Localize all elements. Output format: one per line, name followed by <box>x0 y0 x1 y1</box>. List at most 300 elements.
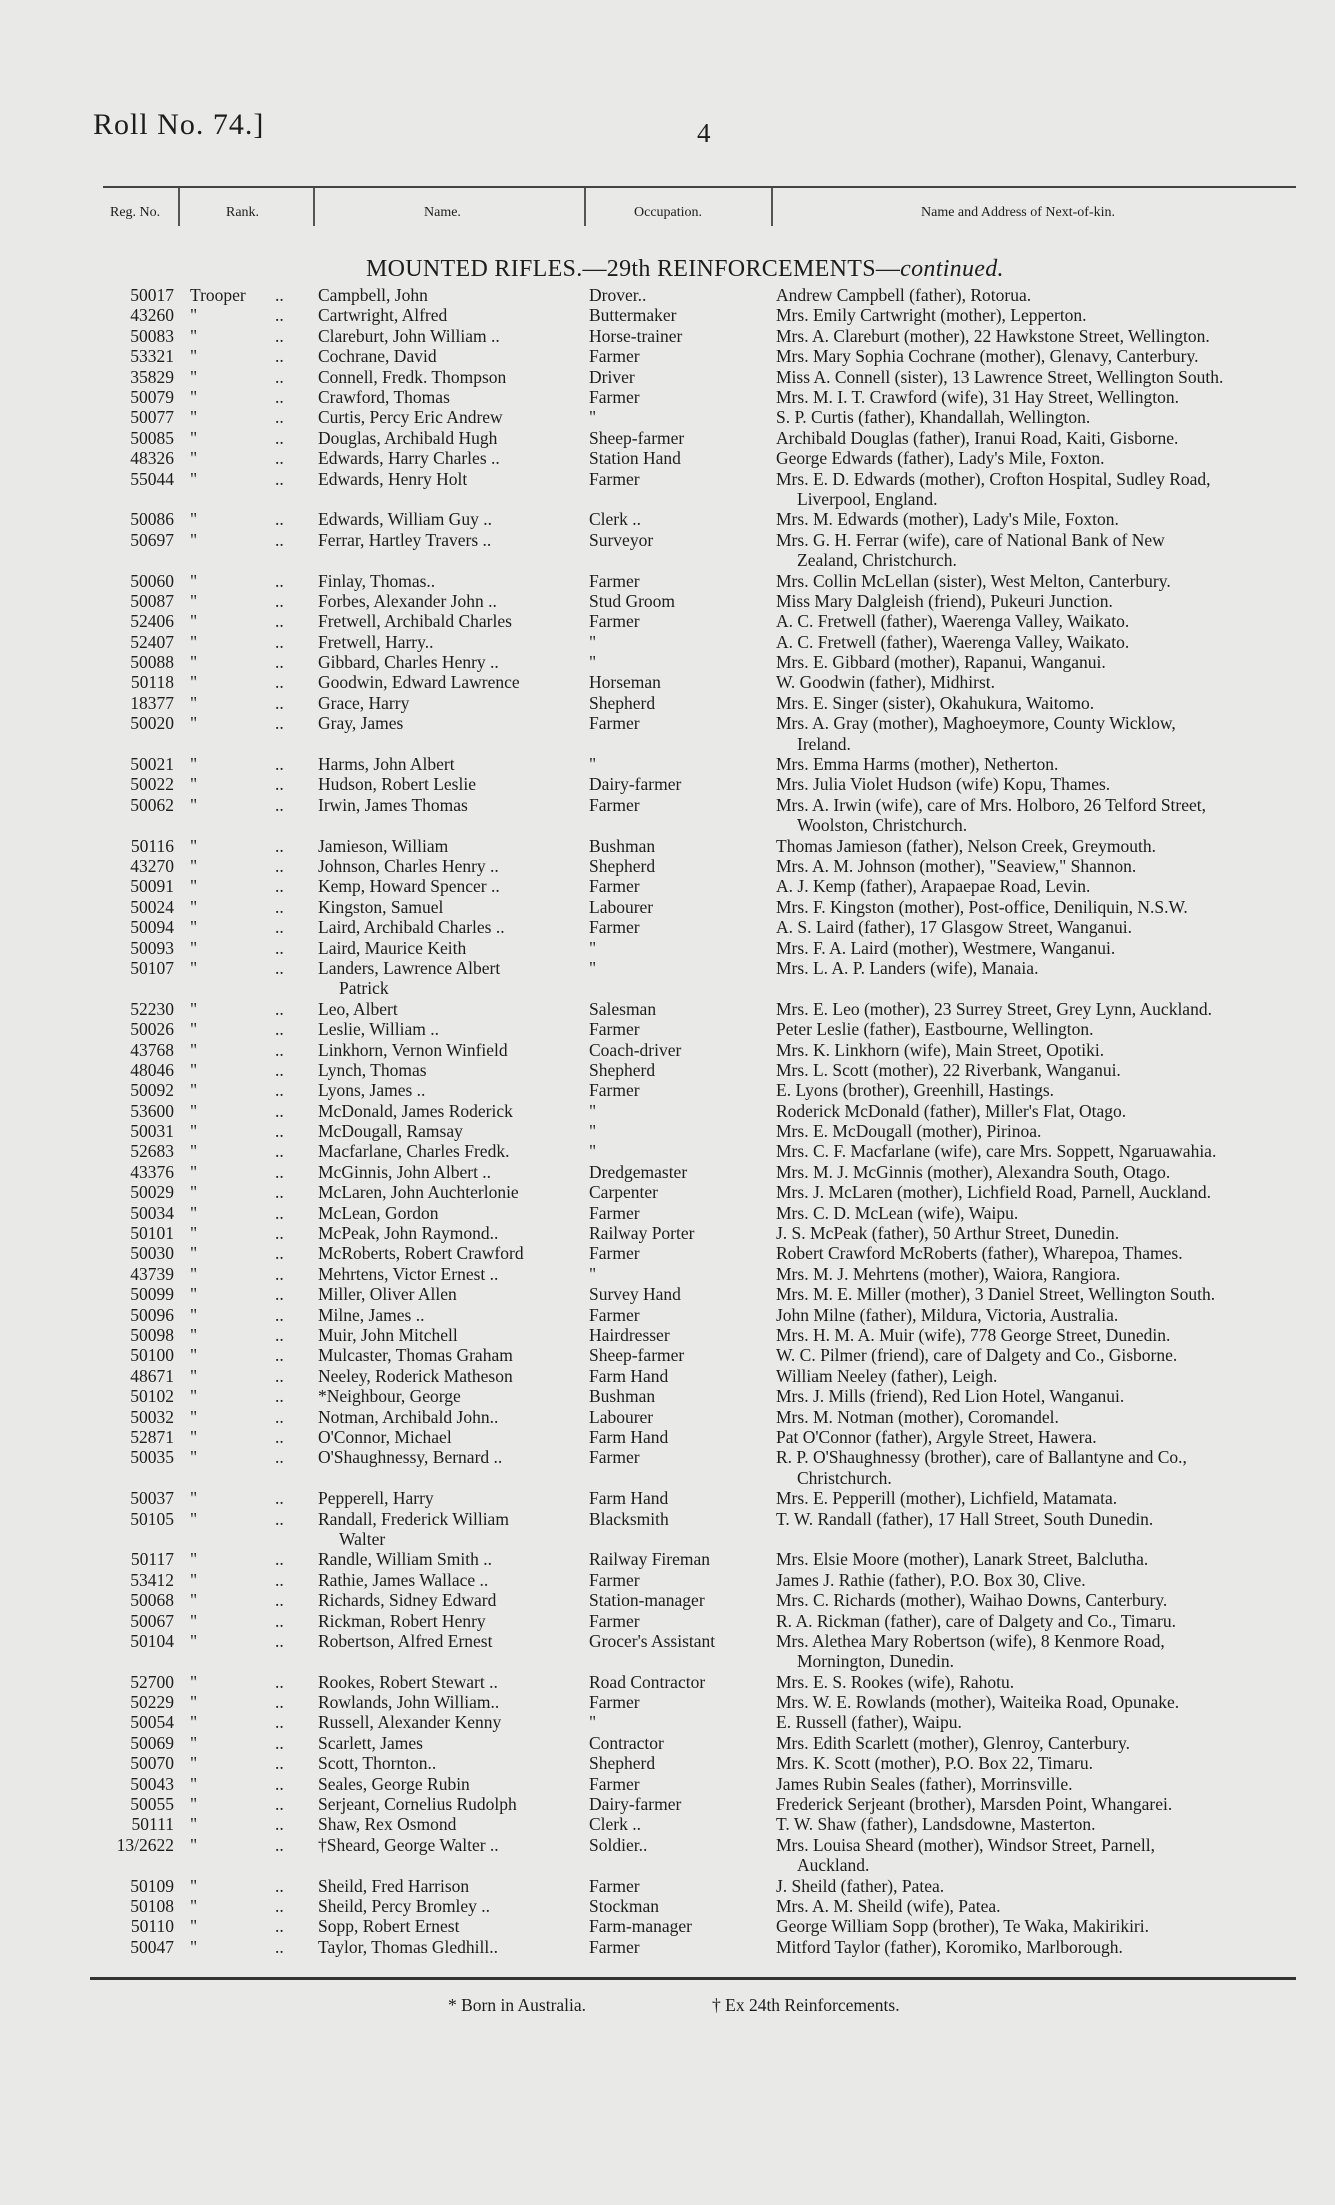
table-row <box>0 509 1335 529</box>
table-row <box>0 1182 1335 1202</box>
table-row <box>0 774 1335 794</box>
occupation: Farmer <box>589 570 640 591</box>
table-row <box>0 1040 1335 1060</box>
soldier-name: Landers, Lawrence Albert Patrick <box>318 957 501 999</box>
reg-number: 50070 <box>130 1753 174 1774</box>
table-row <box>0 917 1335 937</box>
next-of-kin: Mrs. A. M. Johnson (mother), "Seaview," Shannon. <box>776 856 1137 876</box>
column-separator <box>771 188 773 226</box>
table-row <box>0 1447 1335 1488</box>
table-row <box>0 1937 1335 1957</box>
rank: " <box>190 957 198 978</box>
soldier-name: Edwards, Harry Charles .. <box>318 448 500 469</box>
rank: " <box>190 998 198 1019</box>
rank: " <box>190 448 198 469</box>
reg-number: 43260 <box>130 305 174 326</box>
occupation: Farmer <box>589 1692 640 1713</box>
table-row <box>0 591 1335 611</box>
column-separator <box>313 188 315 226</box>
rank: " <box>190 1549 198 1570</box>
next-of-kin: John Milne (father), Mildura, Victoria, Australia. <box>776 1304 1119 1325</box>
rank: " <box>190 1039 198 1060</box>
reg-number: 50116 <box>130 835 174 856</box>
leader-dots: .. <box>275 1671 284 1692</box>
leader-dots: .. <box>275 1345 284 1366</box>
table-row <box>0 1509 1335 1550</box>
rank: " <box>190 876 198 897</box>
next-of-kin: Mrs. C. D. McLean (wife), Waipu. <box>776 1202 1019 1223</box>
next-of-kin: A. J. Kemp (father), Arapaepae Road, Levin. <box>776 876 1091 897</box>
leader-dots: .. <box>275 631 284 652</box>
rank: " <box>190 1325 198 1345</box>
next-of-kin: Mrs. G. H. Ferrar (wife), care of National Bank of New Zealand, Christchurch. <box>776 530 1321 571</box>
next-of-kin: Frederick Serjeant (brother), Marsden Point, Whangarei. <box>776 1794 1173 1815</box>
next-of-kin: George Edwards (father), Lady's Mile, Foxton. <box>776 448 1105 469</box>
soldier-name: Randall, Frederick William Walter <box>318 1508 509 1549</box>
table-row <box>0 469 1335 510</box>
next-of-kin: Mrs. L. Scott (mother), 22 Riverbank, Wanganui. <box>776 1059 1121 1080</box>
reg-number: 50092 <box>130 1080 174 1101</box>
rank: " <box>190 692 198 713</box>
leader-dots: .. <box>275 1141 284 1162</box>
reg-number: 50031 <box>130 1121 174 1142</box>
col-head-reg: Reg. No. <box>110 205 161 220</box>
rank: " <box>190 427 198 448</box>
leader-dots: .. <box>275 1569 284 1590</box>
leader-dots: .. <box>275 1692 284 1713</box>
leader-dots: .. <box>275 570 284 591</box>
table-row <box>0 571 1335 591</box>
soldier-name: Gray, James <box>318 713 404 734</box>
next-of-kin: Mrs. E. McDougall (mother), Pirinoa. <box>776 1121 1042 1142</box>
next-of-kin: J. Sheild (father), Patea. <box>776 1875 945 1896</box>
next-of-kin-continued: Auckland. <box>797 1855 870 1876</box>
table-row <box>0 1733 1335 1753</box>
soldier-name-continued: Walter <box>339 1528 386 1549</box>
next-of-kin: Mrs. M. Notman (mother), Coromandel. <box>776 1406 1059 1427</box>
leader-dots: .. <box>275 407 284 428</box>
reg-number: 52700 <box>130 1671 174 1692</box>
soldier-name: Edwards, William Guy .. <box>318 509 492 530</box>
rank: " <box>190 366 198 387</box>
next-of-kin: Mrs. E. Singer (sister), Okahukura, Waitomo. <box>776 692 1095 713</box>
table-row <box>0 713 1335 754</box>
rank: " <box>190 1447 198 1468</box>
rank: " <box>190 1794 198 1815</box>
rank: " <box>190 346 198 367</box>
occupation: Dairy-farmer <box>589 1794 682 1815</box>
table-row <box>0 326 1335 346</box>
soldier-name: Gibbard, Charles Henry .. <box>318 652 499 673</box>
soldier-name: Edwards, Henry Holt <box>318 468 468 489</box>
reg-number: 50022 <box>130 774 174 795</box>
section-title-main: MOUNTED RIFLES.—29th REINFORCEMENTS— <box>366 256 901 282</box>
reg-number: 13/2622 <box>116 1834 174 1855</box>
table-row <box>0 428 1335 448</box>
table-row <box>0 1611 1335 1631</box>
rank: " <box>190 1100 198 1121</box>
reg-number: 50026 <box>130 1019 174 1040</box>
occupation: Farmer <box>589 917 640 938</box>
rank: " <box>190 1630 198 1651</box>
occupation: Surveyor <box>589 529 654 550</box>
occupation: " <box>589 407 597 428</box>
leader-dots: .. <box>275 1304 284 1325</box>
rank: " <box>190 1671 198 1692</box>
leader-dots: .. <box>275 1406 284 1427</box>
next-of-kin-continued: Zealand, Christchurch. <box>797 550 957 571</box>
reg-number: 50091 <box>130 876 174 897</box>
rank: " <box>190 1019 198 1040</box>
soldier-name: Leslie, William .. <box>318 1019 439 1040</box>
reg-number: 52406 <box>130 611 174 632</box>
soldier-name: Goodwin, Edward Lawrence <box>318 672 520 693</box>
rank: " <box>190 1243 198 1264</box>
next-of-kin: Roderick McDonald (father), Miller's Flat, Otago. <box>776 1100 1127 1121</box>
reg-number: 52683 <box>130 1141 174 1162</box>
reg-number: 50034 <box>130 1202 174 1223</box>
soldier-name: Randle, William Smith .. <box>318 1549 492 1570</box>
leader-dots: .. <box>275 346 284 367</box>
leader-dots: .. <box>275 366 284 387</box>
next-of-kin: W. C. Pilmer (friend), care of Dalgety and Co., Gisborne. <box>776 1345 1178 1366</box>
occupation: Farmer <box>589 1569 640 1590</box>
reg-number: 50062 <box>130 794 174 815</box>
roll-number: Roll No. 74.] <box>93 108 265 141</box>
rank: " <box>190 1263 198 1284</box>
table-row <box>0 1386 1335 1406</box>
soldier-name: Kemp, Howard Spencer .. <box>318 876 500 897</box>
leader-dots: .. <box>275 876 284 897</box>
leader-dots: .. <box>275 1834 284 1855</box>
occupation: Drover.. <box>589 285 647 305</box>
soldier-name: Laird, Maurice Keith <box>318 937 467 958</box>
occupation: Clerk .. <box>589 509 642 530</box>
occupation: Survey Hand <box>589 1284 681 1305</box>
reg-number: 50020 <box>130 713 174 734</box>
next-of-kin: E. Russell (father), Waipu. <box>776 1712 962 1733</box>
rank: " <box>190 1121 198 1142</box>
leader-dots: .. <box>275 1263 284 1284</box>
rank: " <box>190 1223 198 1244</box>
occupation: Farmer <box>589 386 640 407</box>
soldier-name: Mehrtens, Victor Ernest .. <box>318 1263 499 1284</box>
reg-number: 50100 <box>130 1345 174 1366</box>
reg-number: 50109 <box>130 1875 174 1896</box>
soldier-name: Lyons, James .. <box>318 1080 426 1101</box>
reg-number: 50697 <box>130 529 174 550</box>
leader-dots: .. <box>275 774 284 795</box>
soldier-name: Rookes, Robert Stewart .. <box>318 1671 498 1692</box>
reg-number: 43768 <box>130 1039 174 1060</box>
occupation: Farm Hand <box>589 1488 669 1509</box>
occupation: Farmer <box>589 611 640 632</box>
next-of-kin-continued: Liverpool, England. <box>797 488 938 509</box>
next-of-kin-continued: Ireland. <box>797 733 851 754</box>
reg-number: 50101 <box>130 1223 174 1244</box>
next-of-kin: Mrs. F. Kingston (mother), Post-office, Deniliquin, N.S.W. <box>776 896 1188 917</box>
rank: " <box>190 917 198 938</box>
occupation: Bushman <box>589 1386 656 1407</box>
reg-number: 50024 <box>130 896 174 917</box>
col-head-kin: Name and Address of Next-of-kin. <box>921 205 1116 220</box>
next-of-kin: Mrs. C. F. Macfarlane (wife), care Mrs. Soppett, Ngaruawahia. <box>776 1141 1217 1162</box>
reg-number: 18377 <box>130 692 174 713</box>
leader-dots: .. <box>275 1386 284 1407</box>
soldier-name: Pepperell, Harry <box>318 1488 434 1509</box>
rank: " <box>190 611 198 632</box>
leader-dots: .. <box>275 427 284 448</box>
soldier-name: Douglas, Archibald Hugh <box>318 427 498 448</box>
soldier-name: Johnson, Charles Henry .. <box>318 856 499 876</box>
reg-number: 52230 <box>130 998 174 1019</box>
table-row <box>0 1876 1335 1896</box>
leader-dots: .. <box>275 1488 284 1509</box>
occupation: Farmer <box>589 1080 640 1101</box>
reg-number: 50069 <box>130 1732 174 1753</box>
next-of-kin: S. P. Curtis (father), Khandallah, Wellington. <box>776 407 1091 428</box>
soldier-name: Harms, John Albert <box>318 754 455 775</box>
occupation: Horse-trainer <box>589 325 683 346</box>
rank: " <box>190 1365 198 1386</box>
rank: " <box>190 1712 198 1733</box>
occupation: Shepherd <box>589 692 656 713</box>
leader-dots: .. <box>275 448 284 469</box>
soldier-name: Serjeant, Cornelius Rudolph <box>318 1794 517 1815</box>
reg-number: 50077 <box>130 407 174 428</box>
table-row <box>0 1590 1335 1610</box>
soldier-name: Sheild, Fred Harrison <box>318 1875 470 1896</box>
table-row <box>0 1712 1335 1732</box>
table-row <box>0 1223 1335 1243</box>
table-row <box>0 1141 1335 1161</box>
soldier-name: Taylor, Thomas Gledhill.. <box>318 1936 499 1957</box>
soldier-name: Sopp, Robert Ernest <box>318 1916 460 1937</box>
leader-dots: .. <box>275 325 284 346</box>
leader-dots: .. <box>275 957 284 978</box>
rank: " <box>190 1916 198 1937</box>
table-row <box>0 530 1335 571</box>
rank: " <box>190 1936 198 1957</box>
reg-number: 50104 <box>130 1630 174 1651</box>
soldier-name: Robertson, Alfred Ernest <box>318 1630 493 1651</box>
reg-number: 50102 <box>130 1386 174 1407</box>
soldier-name: Clareburt, John William .. <box>318 325 500 346</box>
table-row <box>0 1672 1335 1692</box>
leader-dots: .. <box>275 1936 284 1957</box>
occupation: Salesman <box>589 998 657 1019</box>
leader-dots: .. <box>275 1447 284 1468</box>
soldier-name: Forbes, Alexander John .. <box>318 590 497 611</box>
table-row <box>0 611 1335 631</box>
soldier-name: Rowlands, John William.. <box>318 1692 500 1713</box>
occupation: Stud Groom <box>589 590 676 611</box>
reg-number: 50043 <box>130 1773 174 1794</box>
soldier-name: †Sheard, George Walter .. <box>318 1834 499 1855</box>
reg-number: 50087 <box>130 590 174 611</box>
occupation: Shepherd <box>589 856 656 876</box>
leader-dots: .. <box>275 1773 284 1794</box>
reg-number: 43376 <box>130 1161 174 1182</box>
soldier-name: Miller, Oliver Allen <box>318 1284 457 1305</box>
occupation: Dairy-farmer <box>589 774 682 795</box>
section-title <box>366 256 1004 283</box>
next-of-kin: Mrs. E. Pepperill (mother), Lichfield, Matamata. <box>776 1488 1118 1509</box>
table-row <box>0 1203 1335 1223</box>
next-of-kin: William Neeley (father), Leigh. <box>776 1365 998 1386</box>
table-row <box>0 693 1335 713</box>
reg-number: 50055 <box>130 1794 174 1815</box>
table-row <box>0 1916 1335 1936</box>
occupation: Carpenter <box>589 1182 658 1203</box>
leader-dots: .. <box>275 468 284 489</box>
soldier-name: Rathie, James Wallace .. <box>318 1569 489 1590</box>
leader-dots: .. <box>275 1039 284 1060</box>
occupation: Soldier.. <box>589 1834 648 1855</box>
column-separator <box>178 188 180 226</box>
reg-number: 50030 <box>130 1243 174 1264</box>
reg-number: 50099 <box>130 1284 174 1305</box>
soldier-name: McRoberts, Robert Crawford <box>318 1243 524 1264</box>
table-row <box>0 346 1335 366</box>
table-row <box>0 1631 1335 1672</box>
rank: " <box>190 1406 198 1427</box>
leader-dots: .. <box>275 1223 284 1244</box>
table-row <box>0 836 1335 856</box>
occupation: Labourer <box>589 896 654 917</box>
table-row <box>0 1345 1335 1365</box>
leader-dots: .. <box>275 1100 284 1121</box>
soldier-name: McLean, Gordon <box>318 1202 439 1223</box>
rank: " <box>190 468 198 489</box>
col-head-occupation: Occupation. <box>634 205 703 220</box>
reg-number: 50047 <box>130 1936 174 1957</box>
next-of-kin: Mrs. Elsie Moore (mother), Lanark Street, Balclutha. <box>776 1549 1149 1570</box>
table-row <box>0 1284 1335 1304</box>
soldier-name: Notman, Archibald John.. <box>318 1406 499 1427</box>
next-of-kin-continued: Christchurch. <box>797 1467 892 1488</box>
next-of-kin: Mrs. Alethea Mary Robertson (wife), 8 Kenmore Road, Mornington, Dunedin. <box>776 1631 1321 1672</box>
leader-dots: .. <box>275 1426 284 1447</box>
leader-dots: .. <box>275 1794 284 1815</box>
occupation: Station-manager <box>589 1590 705 1611</box>
top-rule <box>103 186 1296 188</box>
occupation: " <box>589 754 597 775</box>
soldier-name: Jamieson, William <box>318 835 449 856</box>
next-of-kin: Mrs. K. Scott (mother), P.O. Box 22, Timaru. <box>776 1753 1093 1774</box>
rank: " <box>190 386 198 407</box>
rank: " <box>190 1814 198 1835</box>
soldier-name: Macfarlane, Charles Fredk. <box>318 1141 510 1162</box>
soldier-name: Finlay, Thomas.. <box>318 570 436 591</box>
reg-number: 50107 <box>130 957 174 978</box>
next-of-kin: Mrs. A. M. Sheild (wife), Patea. <box>776 1896 1001 1916</box>
leader-dots: .. <box>275 1161 284 1182</box>
soldier-name: Seales, George Rubin <box>318 1773 470 1794</box>
soldier-name: Shaw, Rex Osmond <box>318 1814 457 1835</box>
leader-dots: .. <box>275 1059 284 1080</box>
reg-number: 48671 <box>130 1365 174 1386</box>
table-row <box>0 1896 1335 1916</box>
rank: " <box>190 1304 198 1325</box>
table-row <box>0 407 1335 427</box>
occupation: " <box>589 1712 597 1733</box>
leader-dots: .. <box>275 1549 284 1570</box>
soldier-name: Cochrane, David <box>318 346 437 367</box>
table-row <box>0 367 1335 387</box>
occupation: Farmer <box>589 346 640 367</box>
rank: " <box>190 652 198 673</box>
soldier-name: Hudson, Robert Leslie <box>318 774 476 795</box>
table-row <box>0 897 1335 917</box>
leader-dots: .. <box>275 1630 284 1651</box>
soldier-name: O'Shaughnessy, Bernard .. <box>318 1447 503 1468</box>
occupation: Farmer <box>589 1936 640 1957</box>
reg-number: 50086 <box>130 509 174 530</box>
rank: " <box>190 509 198 530</box>
leader-dots: .. <box>275 1365 284 1386</box>
occupation: Farmer <box>589 1243 640 1264</box>
soldier-name: Crawford, Thomas <box>318 386 450 407</box>
occupation: " <box>589 957 597 978</box>
soldier-name: Grace, Harry <box>318 692 410 713</box>
table-row <box>0 1835 1335 1876</box>
rank: " <box>190 305 198 326</box>
column-separator <box>584 188 586 226</box>
table-row <box>0 1753 1335 1773</box>
rank: " <box>190 1059 198 1080</box>
reg-number: 52871 <box>130 1426 174 1447</box>
reg-number: 53600 <box>130 1100 174 1121</box>
next-of-kin: E. Lyons (brother), Greenhill, Hastings. <box>776 1080 1055 1101</box>
next-of-kin: James J. Rathie (father), P.O. Box 30, Clive. <box>776 1569 1086 1590</box>
next-of-kin: Mrs. W. E. Rowlands (mother), Waiteika Road, Opunake. <box>776 1692 1180 1713</box>
soldier-name: Richards, Sidney Edward <box>318 1590 497 1611</box>
reg-number: 50083 <box>130 325 174 346</box>
reg-number: 50079 <box>130 386 174 407</box>
occupation: Grocer's Assistant <box>589 1630 716 1651</box>
reg-number: 53412 <box>130 1569 174 1590</box>
rank: " <box>190 713 198 734</box>
soldier-name: Cartwright, Alfred <box>318 305 448 326</box>
rank: " <box>190 1875 198 1896</box>
table-row <box>0 1774 1335 1794</box>
occupation: " <box>589 1121 597 1142</box>
next-of-kin: Mrs. E. Leo (mother), 23 Surrey Street, Grey Lynn, Auckland. <box>776 998 1212 1019</box>
reg-number: 50068 <box>130 1590 174 1611</box>
occupation: Sheep-farmer <box>589 1345 685 1366</box>
rank: " <box>190 896 198 917</box>
occupation: Railway Fireman <box>589 1549 711 1570</box>
occupation: Road Contractor <box>589 1671 706 1692</box>
leader-dots: .. <box>275 529 284 550</box>
table-row <box>0 285 1335 305</box>
occupation: " <box>589 652 597 673</box>
occupation: Shepherd <box>589 1059 656 1080</box>
occupation: Farmer <box>589 794 640 815</box>
leader-dots: .. <box>275 1610 284 1631</box>
rank: " <box>190 1141 198 1162</box>
soldier-name: *Neighbour, George <box>318 1386 461 1407</box>
section-title-suffix: continued. <box>900 256 1004 282</box>
soldier-name: Ferrar, Hartley Travers .. <box>318 529 492 550</box>
table-row <box>0 1325 1335 1345</box>
next-of-kin: George William Sopp (brother), Te Waka, Makirikiri. <box>776 1916 1149 1937</box>
rank: " <box>190 1182 198 1203</box>
leader-dots: .. <box>275 1875 284 1896</box>
next-of-kin: Mrs. E. Gibbard (mother), Rapanui, Wanganui. <box>776 652 1106 673</box>
next-of-kin: Mrs. A. Gray (mother), Maghoeymore, County Wicklow, Ireland. <box>776 713 1321 754</box>
